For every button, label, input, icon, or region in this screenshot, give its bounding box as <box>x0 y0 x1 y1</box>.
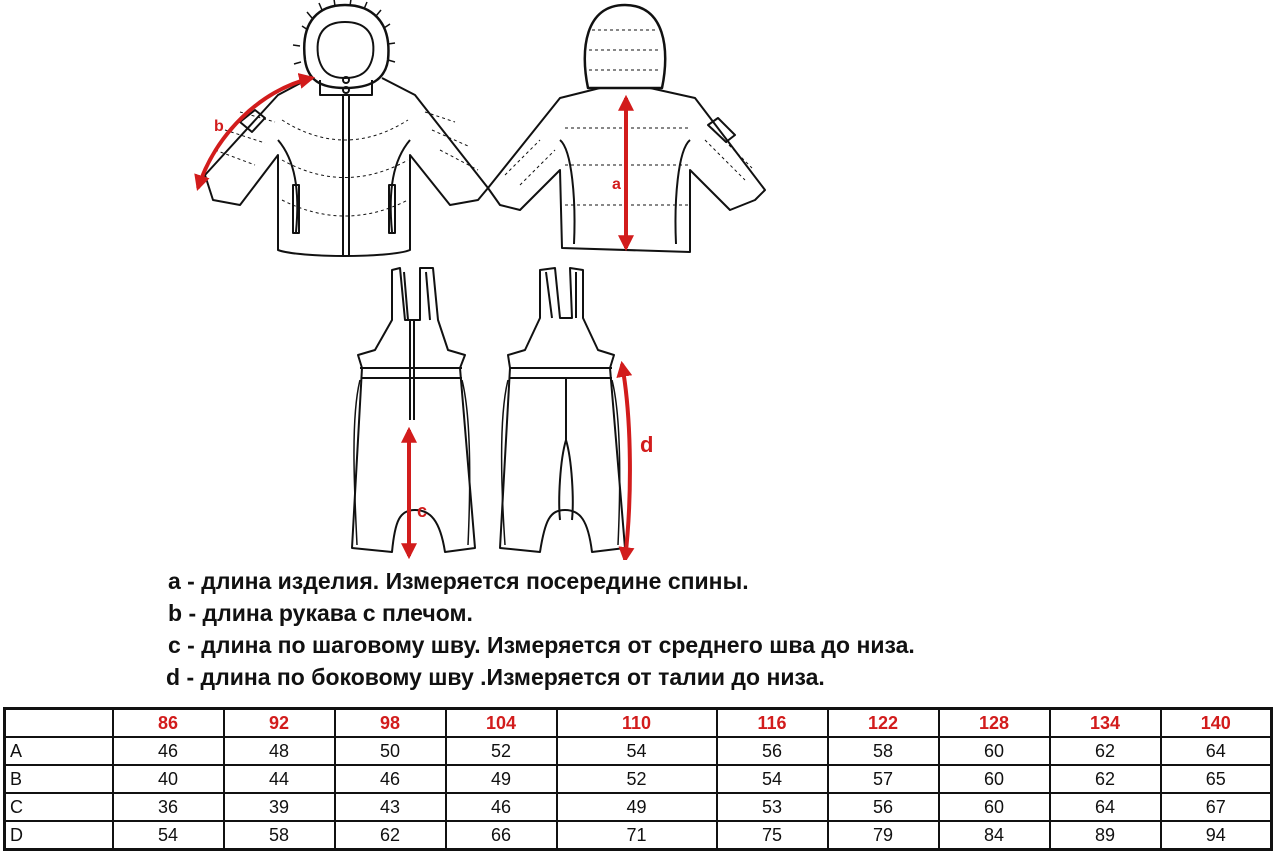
table-cell: 46 <box>446 793 557 821</box>
table-cell: 62 <box>1050 737 1161 765</box>
table-cell: 56 <box>717 737 828 765</box>
table-cell: 49 <box>446 765 557 793</box>
table-cell: 46 <box>113 737 224 765</box>
table-cell: 60 <box>939 737 1050 765</box>
table-cell: 57 <box>828 765 939 793</box>
size-header-cell: 128 <box>939 709 1050 738</box>
measure-label-d: d <box>640 432 654 457</box>
table-cell: 94 <box>1161 821 1272 850</box>
table-cell: 48 <box>224 737 335 765</box>
measure-label-b: b <box>214 118 224 135</box>
table-cell: 36 <box>113 793 224 821</box>
table-cell: 64 <box>1050 793 1161 821</box>
table-cell: 75 <box>717 821 828 850</box>
row-label: B <box>5 765 113 793</box>
table-cell: 62 <box>335 821 446 850</box>
table-cell: 54 <box>113 821 224 850</box>
table-row <box>5 737 1272 765</box>
table-cell: 50 <box>335 737 446 765</box>
size-header-cell: 104 <box>446 709 557 738</box>
row-label: D <box>5 821 113 850</box>
table-cell: 79 <box>828 821 939 850</box>
size-header-cell: 134 <box>1050 709 1161 738</box>
table-cell: 89 <box>1050 821 1161 850</box>
overalls-front-drawing <box>352 268 475 552</box>
table-cell: 60 <box>939 765 1050 793</box>
table-cell: 66 <box>446 821 557 850</box>
table-cell: 40 <box>113 765 224 793</box>
table-cell: 71 <box>557 821 717 850</box>
overalls-back-drawing <box>500 268 625 552</box>
measure-label-c: c <box>417 501 428 521</box>
legend-line-c: c - длина по шаговому шву. Измеряется от среднего шва до низа. <box>168 632 915 658</box>
table-cell: 64 <box>1161 737 1272 765</box>
size-header-cell: 98 <box>335 709 446 738</box>
header-corner-cell <box>5 709 113 738</box>
size-table <box>3 707 1273 851</box>
table-cell: 39 <box>224 793 335 821</box>
table-cell: 62 <box>1050 765 1161 793</box>
size-header-cell: 92 <box>224 709 335 738</box>
table-cell: 53 <box>717 793 828 821</box>
size-header-cell: 140 <box>1161 709 1272 738</box>
size-header-cell: 110 <box>557 709 717 738</box>
size-header-cell: 122 <box>828 709 939 738</box>
row-label: C <box>5 793 113 821</box>
table-cell: 67 <box>1161 793 1272 821</box>
table-cell: 54 <box>717 765 828 793</box>
measure-label-a: a <box>612 176 621 193</box>
table-cell: 46 <box>335 765 446 793</box>
table-row <box>5 793 1272 821</box>
table-cell: 54 <box>557 737 717 765</box>
table-row <box>5 765 1272 793</box>
legend-line-b: b - длина рукава с плечом. <box>168 600 473 626</box>
table-cell: 44 <box>224 765 335 793</box>
table-cell: 56 <box>828 793 939 821</box>
table-header-row <box>5 709 1272 738</box>
table-cell: 58 <box>828 737 939 765</box>
table-cell: 58 <box>224 821 335 850</box>
table-cell: 49 <box>557 793 717 821</box>
table-cell: 43 <box>335 793 446 821</box>
size-header-cell: 116 <box>717 709 828 738</box>
table-row <box>5 821 1272 850</box>
table-cell: 60 <box>939 793 1050 821</box>
row-label: A <box>5 737 113 765</box>
jacket-front-drawing <box>205 0 488 256</box>
table-cell: 84 <box>939 821 1050 850</box>
table-cell: 52 <box>557 765 717 793</box>
legend-line-d: d - длина по боковому шву .Измеряется от талии до низа. <box>166 664 825 690</box>
table-cell: 65 <box>1161 765 1272 793</box>
size-header-cell: 86 <box>113 709 224 738</box>
legend-line-a: a - длина изделия. Измеряется посередине спины. <box>168 568 749 594</box>
table-cell: 52 <box>446 737 557 765</box>
